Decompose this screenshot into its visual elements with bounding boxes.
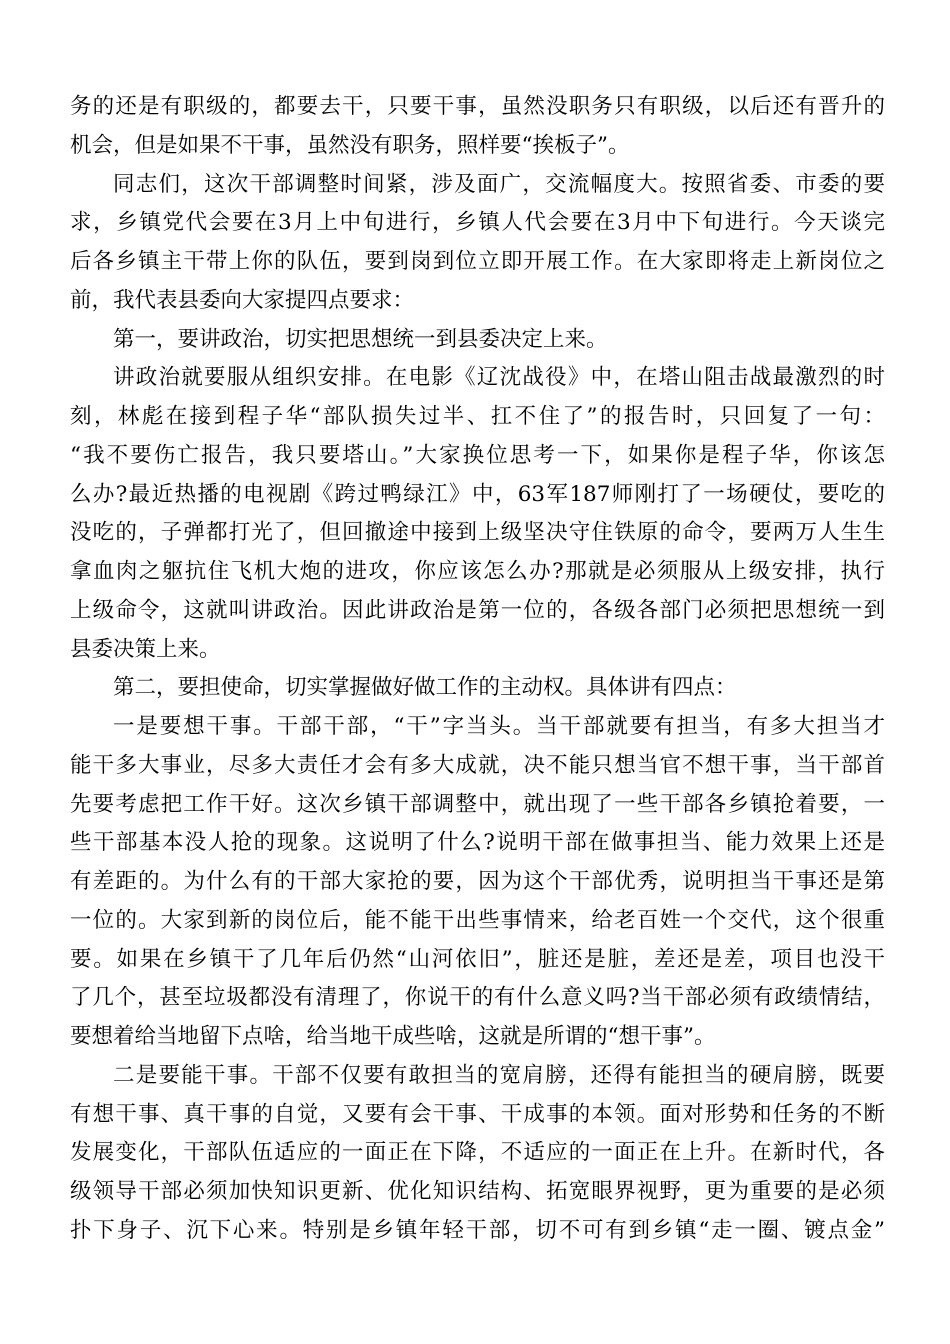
text-line: 级领导干部必须加快知识更新、优化知识结构、拓宽眼界视野，更为重要的是必须 [70,1179,885,1204]
text-line: 同志们，这次干部调整时间紧，涉及面广，交流幅度大。按照省委、市委的要 [113,171,885,197]
text-line: 县委决策上来。 [70,636,221,662]
text-line: 二是要能干事。干部不仅要有敢担当的宽肩膀，还得有能担当的硬肩膀，既要 [113,1062,885,1088]
text-line: 一是要想干事。干部干部，“干”字当头。当干部就要有担当，有多大担当才 [113,714,885,739]
text-line: 有想干事、真干事的自觉，又要有会干事、干成事的本领。面对形势和任务的不断 [70,1101,885,1127]
document-page [70,88,885,1251]
text-line: “我不要伤亡报告，我只要塔山。”大家换位思考一下，如果你是程子华，你该怎 [70,442,885,468]
text-line: 能干多大事业，尽多大责任才会有多大成就，决不能只想当官不想干事，当干部首 [70,752,885,778]
text-line: 机会，但是如果不干事，虽然没有职务，照样要“挨板子”。 [70,132,630,158]
text-line: 发展变化，干部队伍适应的一面正在下降，不适应的一面正在上升。在新时代，各 [70,1140,885,1166]
text-line: 先要考虑把工作干好。这次乡镇干部调整中，就出现了一些干部各乡镇抢着要，一 [70,791,885,817]
text-line: 么办?最近热播的电视剧《跨过鸭绿江》中，63军187师刚打了一场硬仗，要吃的 [70,481,885,507]
text-line: 第一，要讲政治，切实把思想统一到县委决定上来。 [113,326,608,352]
text-line: 了几个，甚至垃圾都没有清理了，你说干的有什么意义吗?当干部必须有政绩情结， [70,985,885,1011]
text-line: 要想着给当地留下点啥，给当地干成些啥，这就是所谓的“想干事”。 [70,1024,716,1049]
text-line: 没吃的，子弹都打光了，但回撤途中接到上级坚决守住铁原的命令，要两万人生生 [70,520,885,546]
text-line: 扑下身子、沉下心来。特别是乡镇年轻干部，切不可有到乡镇“走一圈、镀点金” [70,1217,885,1243]
text-line: 后各乡镇主干带上你的队伍，要到岗到位立即开展工作。在大家即将走上新岗位之 [70,249,885,274]
text-line: 刻，林彪在接到程子华“部队损失过半、扛不住了”的报告时，只回复了一句： [70,404,885,429]
text-line: 讲政治就要服从组织安排。在电影《辽沈战役》中，在塔山阻击战最激烈的时 [113,365,885,391]
text-line: 有差距的。为什么有的干部大家抢的要，因为这个干部优秀，说明担当干事还是第 [70,869,885,894]
text-line: 前，我代表县委向大家提四点要求： [70,287,415,313]
text-line: 务的还是有职级的，都要去干，只要干事，虽然没职务只有职级，以后还有晋升的 [70,94,885,119]
text-line: 上级命令，这就叫讲政治。因此讲政治是第一位的，各级各部门必须把思想统一到 [70,597,885,623]
text-line: 些干部基本没人抢的现象。这说明了什么?说明干部在做事担当、能力效果上还是 [70,830,885,856]
text-line: 一位的。大家到新的岗位后，能不能干出些事情来，给老百姓一个交代，这个很重 [70,907,885,933]
text-line: 第二，要担使命，切实掌握做好做工作的主动权。具体讲有四点： [113,675,737,701]
text-line: 求，乡镇党代会要在3月上中旬进行，乡镇人代会要在3月中下旬进行。今天谈完 [70,210,885,236]
text-line: 拿血肉之躯抗住飞机大炮的进攻，你应该怎么办?那就是必须服从上级安排，执行 [70,559,885,584]
text-line: 要。如果在乡镇干了几年后仍然“山河依旧”，脏还是脏，差还是差，项目也没干 [70,946,885,972]
